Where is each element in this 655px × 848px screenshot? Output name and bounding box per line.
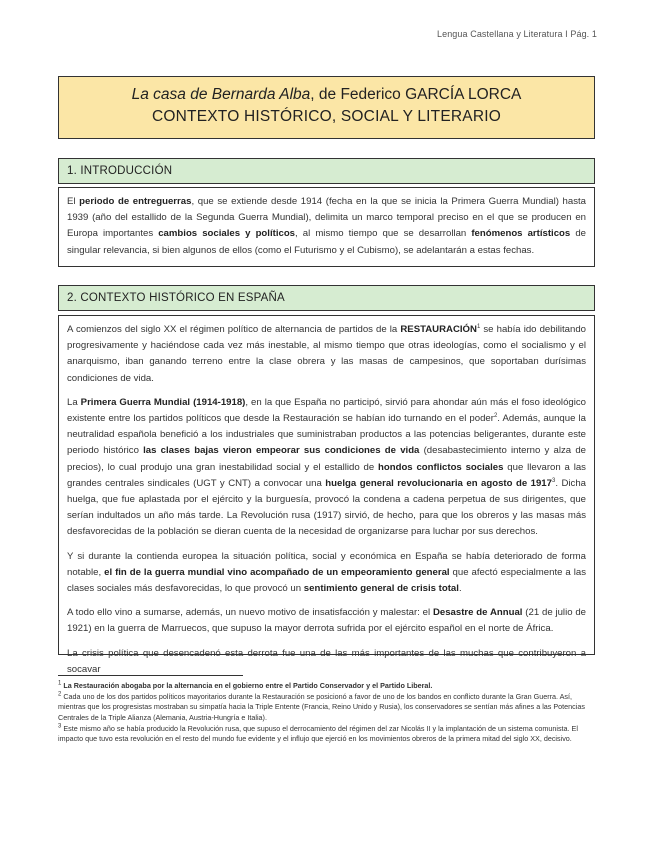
footnote-separator [58,675,243,676]
footnote-ref-3[interactable]: 3 [551,477,556,484]
paragraph: La Primera Guerra Mundial (1914-1918), en la que España no participó, sirvió para ahondar aún más el foso ideológico existente entre los partidos políticos que desde la Restauración se habían ido turnando en el poder$^2$. Además, aunque la neutralidad española benefició a los industriales que suministraban productos a las potencias beligerantes, durante este periodo histórico las clases bajas vieron empeorar sus condiciones de vida (desabastecimiento interno y alza de precios), lo cual produjo una gran inestabilidad social y el estallido de hondos conflictos sociales que llevaron a las grandes centrales sindicales (UGT y CNT) a convocar una huelga general revolucionaria en agosto de 1917$^3$. Dicha huelga, que fue aplastada por el ejército y la burguesía, provocó la condena a cadena perpetua de sus dirigentes, que serían indultados un año más tarde. La Revolución rusa (1917) sirvió, de hecho, para que los obreros y las masas más desfavorecidas de la población se dieran cuenta de la necesidad de organizarse para luchar por sus derechos. [67,396,587,538]
paragraph: El periodo de entreguerras, que se extiende desde 1914 (fecha en la que se inicia la Primera Guerra Mundial) hasta 1939 (año del estallido de la Segunda Guerra Mundial), delimita un marco temporal preciso en el que se producen en Europa importantes cambios sociales y políticos, al mismo tiempo que se desarrollan fenómenos artísticos de singular relevancia, si bien algunos de ellos (como el Futurismo y el Cubismo), se adelantarán a estas fechas. [67,196,586,256]
section-heading-introduccion: 1. INTRODUCCIÓN [58,158,595,184]
footnote-ref-2[interactable]: 2 [493,412,498,419]
document-title [59,86,594,104]
title-box [58,76,595,139]
work-title: La casa de Bernarda Alba [131,86,311,103]
footnote-3: $^3$ Este mismo año se había producido la Revolución rusa, que supuso el derrocamiento del régimen del zar Nicolás II y la implantación de un sistema comunista. El impacto que tuvo esta revolución en el resto del mundo fue evidente y el influjo que ejerció en los movimientos obreros de la primera mitad del siglo XX, decisivo. [58,723,578,744]
footnote-1: $^1$ La Restauración abogaba por la alternancia en el gobierno entre el Partido Conservador y el Partido Liberal. [58,680,433,690]
footnote-ref-1[interactable]: 1 [476,323,481,330]
document-subtitle: CONTEXTO HISTÓRICO, SOCIAL Y LITERARIO [152,108,501,125]
running-header: Lengua Castellana y Literatura I Pág. 1 [436,29,597,39]
section-body-introduccion [58,187,595,267]
author-connector: , de Federico GARCÍA LORCA [310,86,522,103]
paragraph: A todo ello vino a sumarse, además, un nuevo motivo de insatisfacción y malestar: el Desastre de Annual (21 de julio de 1921) en la guerra de Marruecos, que supuso la mayor derrota sufrida por el ejército español en el norte de África. [67,607,587,635]
footnote-2: $^2$ Cada uno de los dos partidos políticos mayoritarios durante la Restauración se posicionó a favor de uno de los bandos en conflicto durante la Gran Guerra. Así, mientras que los progresistas mostraban su simpatía hacia la Triple Entente (Francia, Reino Unido y Rusia), los conservadores se sentían más afines a las Potencias Centrales de la Triple Alianza (Alemania, Austria-Hungría e Italia). [58,691,585,722]
paragraph: La crisis política que desencadenó esta derrota fue una de las más importantes de las muchas que contribuyeron a socavar [67,647,586,675]
footnotes [58,681,595,745]
paragraph: Y si durante la contienda europea la situación política, social y económica en España se había deteriorado de forma notable, el fin de la guerra mundial vino acompañado de un empeoramiento general que afectó especialmente a las clases sociales más desfavorecidas, lo que provocó un sentimiento general de crisis total. [67,550,586,595]
section-heading-contexto-historico: 2. CONTEXTO HISTÓRICO EN ESPAÑA [58,285,595,311]
paragraph: A comienzos del siglo XX el régimen político de alternancia de partidos de la RESTAURACIÓN$^1$ se había ido debilitando progresivamente y haciéndose cada vez más inestable, al mismo tiempo que otras ideologías, como el socialismo y el anarquismo, iban ganando terreno entre la clase obrera y las masas de campesinos, que soportaban durísimas condiciones de vida. [67,323,587,384]
section-body-contexto-historico [58,315,595,675]
